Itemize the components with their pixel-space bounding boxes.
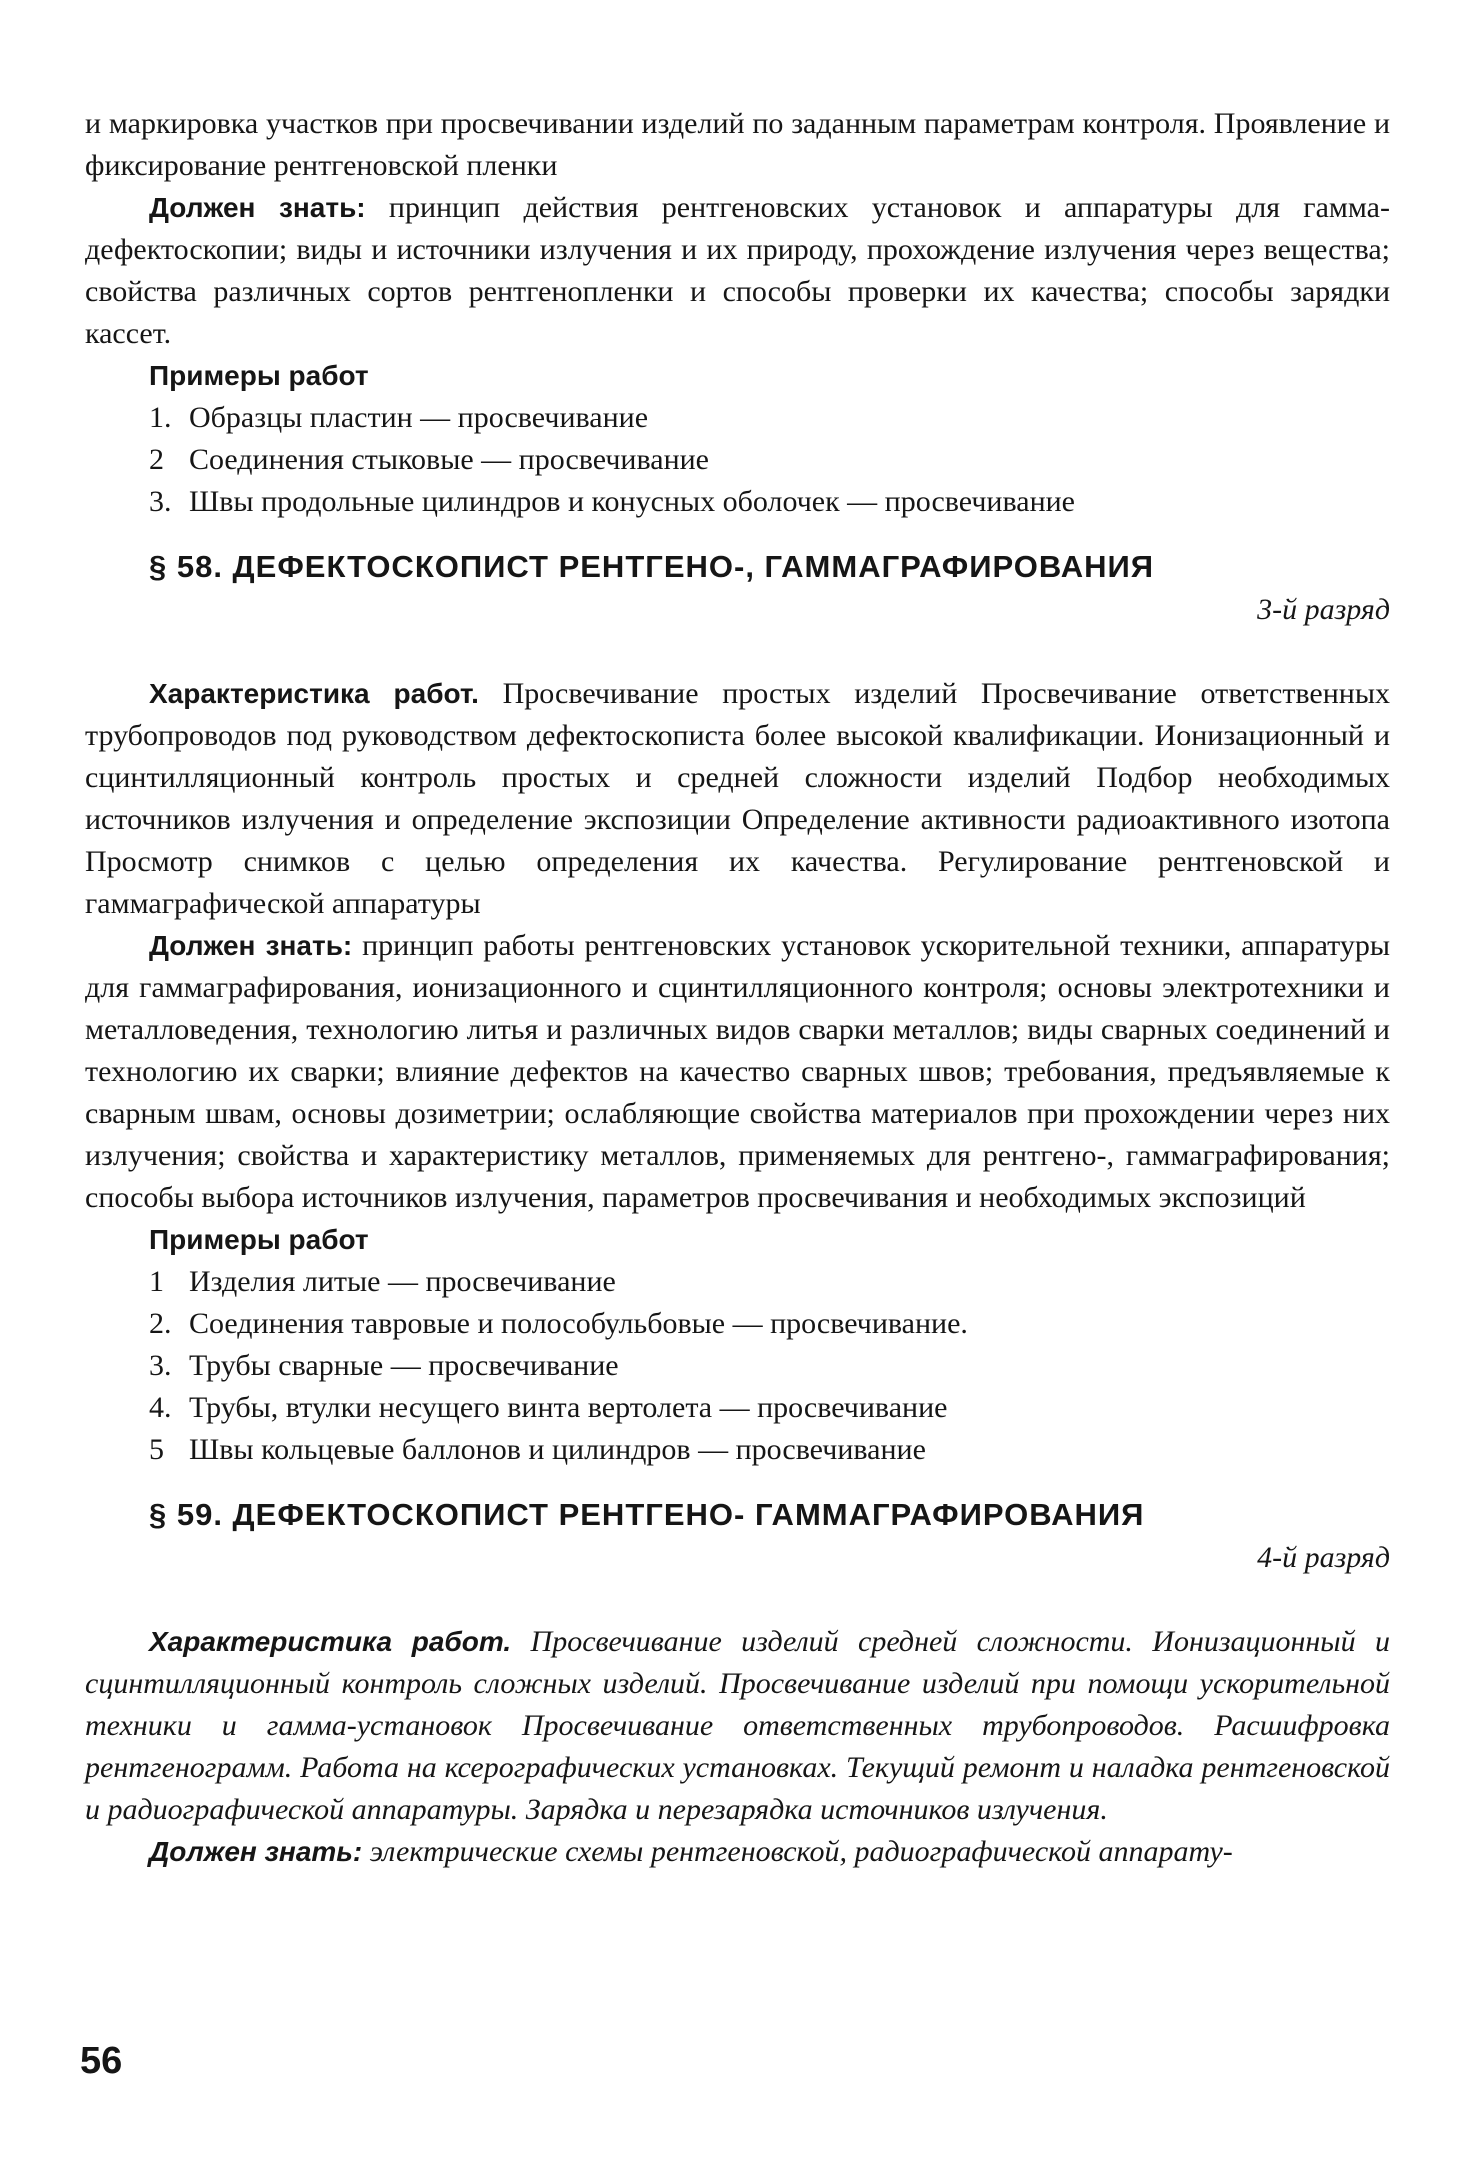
list-item: [149, 397, 1390, 439]
section-59-must-know: [85, 1831, 1390, 1873]
list-item: [149, 1387, 1390, 1429]
section-59-grade: 4-й разряд: [1257, 1541, 1390, 1574]
section-58-grade: 3-й разряд: [1257, 593, 1390, 626]
list-item: [149, 1261, 1390, 1303]
characteristics-label: Характеристика работ.: [149, 1626, 512, 1657]
list-item-text: Изделия литые — просвечивание: [189, 1265, 616, 1298]
list-item: [149, 1345, 1390, 1387]
list-item-number: 3.: [149, 485, 172, 518]
section-59-heading: § 59. ДЕФЕКТОСКОПИСТ РЕНТГЕНО- ГАММАГРАФИРОВАНИЯ: [149, 1497, 1145, 1532]
list-item: [149, 439, 1390, 481]
list-item: [149, 1303, 1390, 1345]
list-item-text: Соединения стыковые — просвечивание: [189, 443, 709, 476]
page-number: 56: [80, 2040, 123, 2082]
list-item-number: 4.: [149, 1391, 172, 1424]
examples-title: Примеры работ: [149, 1224, 369, 1255]
must-know-label: Должен знать:: [149, 1836, 363, 1867]
examples-title: Примеры работ: [149, 360, 369, 391]
list-item: [149, 481, 1390, 523]
intro-examples-list: [85, 397, 1390, 523]
list-item-text: Трубы, втулки несущего винта вертолета — просвечивание: [189, 1391, 948, 1424]
characteristics-text: Просвечивание изделий средней сложности. Ионизационный и сцинтилляционный контроль сложных изделий. Просвечивание изделий при помощи ускорительной техники и гамма-установок Просвечивание ответственных трубопроводов. Расшифровка рентгенограмм. Работа на ксерографических установках. Текущий ремонт и наладка рентгеновской и радиографической аппаратуры. Зарядка и перезарядка источников излучения.: [85, 1625, 1390, 1826]
intro-must-know: [85, 187, 1390, 355]
characteristics-text: Просвечивание простых изделий Просвечивание ответственных трубопроводов под руководством дефектоскописта более высокой квалификации. Ионизационный и сцинтилляционный контроль простых и средней сложности изделий Подбор необходимых источников излучения и определение экспозиции Определение активности радиоактивного изотопа Просмотр снимков с целью определения их качества. Регулирование рентгеновской и гаммаграфической аппаратуры: [85, 677, 1390, 920]
list-item-text: Образцы пластин — просвечивание: [189, 401, 649, 434]
list-item-text: Швы кольцевые баллонов и цилиндров — просвечивание: [189, 1433, 926, 1466]
section-58-characteristics: [85, 673, 1390, 925]
must-know-text: принцип действия рентгеновских установок и аппаратуры для гамма-дефектоскопии; виды и источники излучения и их природу, прохождение излучения через вещества; свойства различных сортов рентгенопленки и способы проверки их качества; способы зарядки кассет.: [85, 191, 1390, 350]
list-item-number: 3.: [149, 1349, 172, 1382]
must-know-label: Должен знать:: [149, 930, 353, 961]
intro-continuation: и маркировка участков при просвечивании изделий по заданным параметрам контроля. Проявление и фиксирование рентгеновской пленки: [85, 107, 1390, 182]
list-item: [149, 1429, 1390, 1471]
section-59-characteristics: [85, 1621, 1390, 1831]
must-know-text: принцип работы рентгеновских установок ускорительной техники, аппаратуры для гаммаграфирования, ионизационного и сцинтилляционного контроля; основы электротехники и металловедения, технологию литья и различных видов сварки металлов; виды сварных соединений и технологию их сварки; влияние дефектов на качество сварных швов; требования, предъявляемые к сварным швам, основы дозиметрии; ослабляющие свойства материалов при прохождении через них излучения; свойства и характеристику металлов, применяемых для рентгено-, гаммаграфирования; способы выбора источников излучения, параметров просвечивания и необходимых экспозиций: [85, 929, 1390, 1214]
section-58-must-know: [85, 925, 1390, 1219]
section-58-examples-list: [85, 1261, 1390, 1471]
list-item-text: Трубы сварные — просвечивание: [189, 1349, 619, 1382]
characteristics-label: Характеристика работ.: [149, 678, 479, 709]
list-item-number: 5: [149, 1433, 164, 1466]
list-item-number: 1.: [149, 401, 172, 434]
list-item-text: Соединения тавровые и полособульбовые — просвечивание.: [189, 1307, 968, 1340]
list-item-number: 2.: [149, 1307, 172, 1340]
must-know-label: Должен знать:: [149, 192, 366, 223]
section-58-heading: § 58. ДЕФЕКТОСКОПИСТ РЕНТГЕНО-, ГАММАГРАФИРОВАНИЯ: [149, 549, 1155, 584]
must-know-text: электрические схемы рентгеновской, радиографической аппарату-: [362, 1835, 1233, 1868]
list-item-number: 2: [149, 443, 164, 476]
list-item-number: 1: [149, 1265, 164, 1298]
list-item-text: Швы продольные цилиндров и конусных оболочек — просвечивание: [189, 485, 1075, 518]
